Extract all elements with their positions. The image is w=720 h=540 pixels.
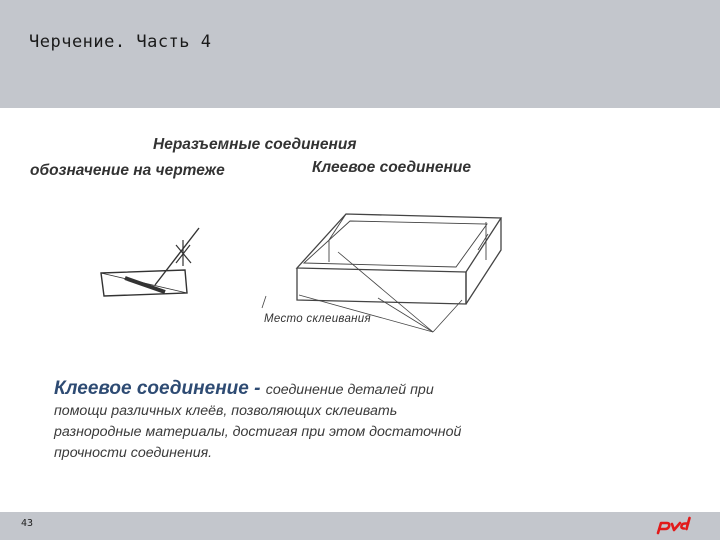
definition-first-line: соединение bbox=[265, 382, 344, 398]
drawing-notation-heading: обозначение на чертеже bbox=[30, 162, 225, 179]
glue-joint-heading: Клеевое соединение bbox=[312, 159, 471, 176]
page-number: 43 bbox=[21, 518, 34, 529]
definition-term: Клеевое соединение bbox=[54, 378, 249, 399]
weld-symbol-drawing bbox=[101, 228, 199, 296]
header-bar bbox=[0, 0, 720, 108]
slide-title: Черчение. Часть 4 bbox=[29, 32, 212, 52]
definition-text: деталей при помощи различных клеёв, позволяющих склеивать разнородные материалы, достигая при этом достаточной прочности соединения. bbox=[54, 382, 462, 461]
glue-place-label: Место склеивания bbox=[264, 313, 371, 325]
definition-dash: - bbox=[248, 378, 266, 399]
definition-block bbox=[54, 378, 484, 464]
footer-bar bbox=[0, 512, 720, 540]
section-heading: Неразъемные соединения bbox=[153, 136, 357, 153]
rzd-logo-icon bbox=[655, 516, 693, 536]
glue-mark-icon bbox=[176, 240, 191, 266]
